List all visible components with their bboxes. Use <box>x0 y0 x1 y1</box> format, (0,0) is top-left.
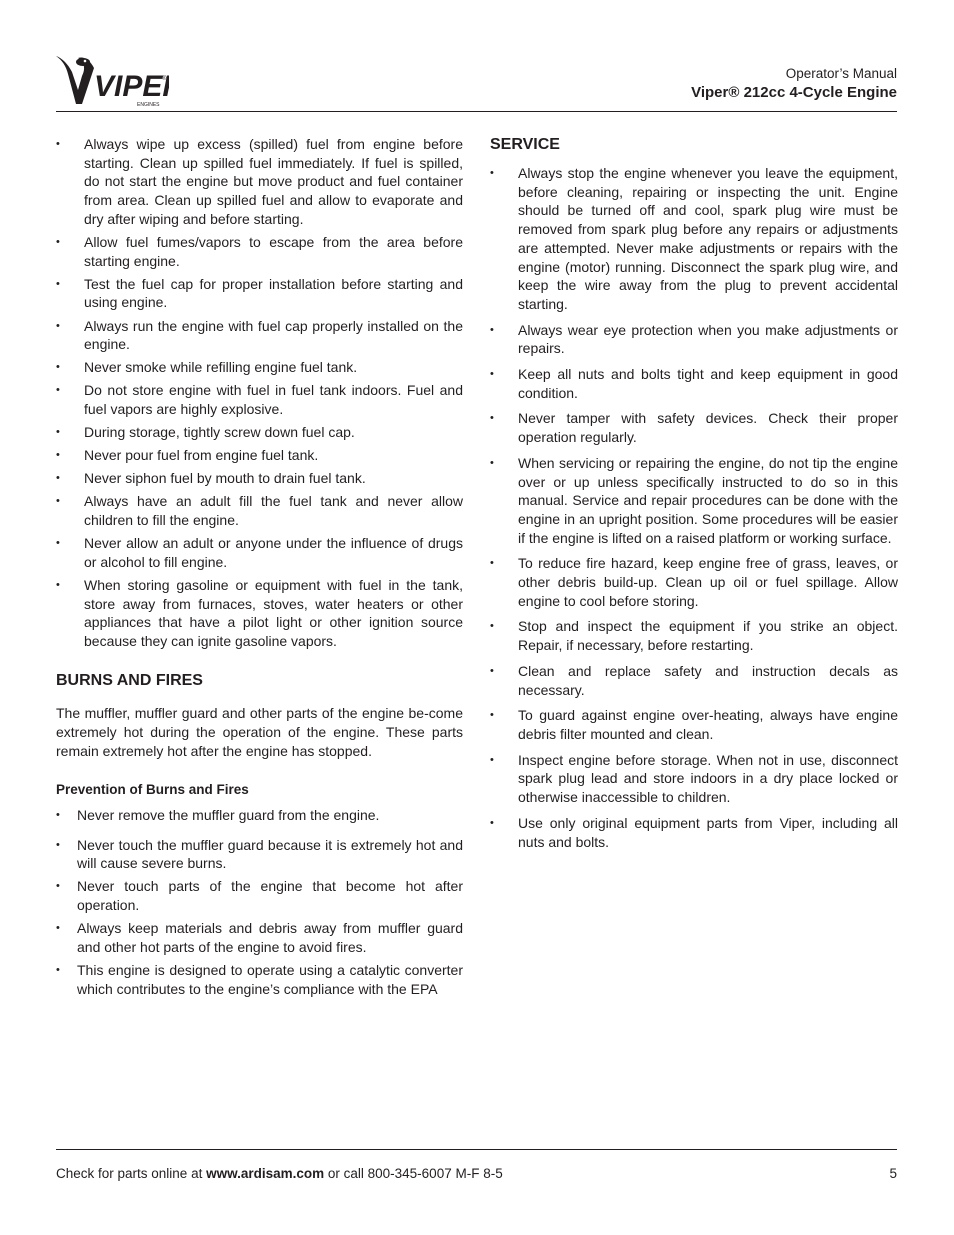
footer-divider <box>56 1149 897 1150</box>
svg-text:ENGINES: ENGINES <box>137 102 160 108</box>
service-list <box>490 164 898 851</box>
list-item: • Inspect engine before storage. When not in use, disconnect spark plug lead and store indoors in a dry place locked or otherwise inaccessible to children. <box>490 751 898 807</box>
service-heading: SERVICE <box>490 136 560 153</box>
prevention-heading: Prevention of Burns and Fires <box>56 781 249 797</box>
list-item: • Never smoke while refilling engine fuel tank. <box>56 358 463 377</box>
page-footer <box>56 1165 897 1183</box>
svg-text:®: ® <box>162 76 167 82</box>
viper-logo <box>54 54 169 108</box>
list-item: • Use only original equipment parts from Viper, including all nuts and bolts. <box>490 814 898 851</box>
list-item: • Never tamper with safety devices. Check their proper operation regularly. <box>490 409 898 446</box>
list-item: • Keep all nuts and bolts tight and keep equipment in good condition. <box>490 365 898 402</box>
svg-text:VIPER: VIPE <box>94 70 163 103</box>
list-item: • Do not store engine with fuel in fuel tank indoors. Fuel and fuel vapors are highly explosive. <box>56 381 463 418</box>
left-column <box>56 135 463 1003</box>
footer-text-suffix: or call 800-345-6007 M-F 8-5 <box>324 1166 503 1181</box>
list-item: • Never remove the muffler guard from the engine. <box>56 806 463 825</box>
right-column <box>490 135 898 858</box>
list-item: • During storage, tightly screw down fuel cap. <box>56 423 463 442</box>
list-item: • Always have an adult fill the fuel tank and never allow children to fill the engine. <box>56 492 463 529</box>
list-item: • This engine is designed to operate using a catalytic converter which contributes to the engine’s compliance with the EPA <box>56 961 463 998</box>
viper-snake-icon <box>54 54 169 108</box>
list-item: • Never touch parts of the engine that become hot after operation. <box>56 877 463 914</box>
list-item: • Always stop the engine whenever you leave the equipment, before cleaning, repairing or inspecting the unit. Engine should be turned off and cool, spark plug wire must be removed from spark plug before any repairs or adjustments are attempted. Never make adjustments or repairs with the engine (motor) running. Disconnect the spark plug wire, and keep the wire away from the plug to prevent accidental starting. <box>490 164 898 314</box>
list-item: • Clean and replace safety and instruction decals as necessary. <box>490 662 898 699</box>
prevention-list <box>56 806 463 999</box>
fuel-safety-list <box>56 135 463 651</box>
list-item: • To reduce fire hazard, keep engine free of grass, leaves, or other debris build-up. Clean up oil or fuel spillage. Allow engine to cool before storing. <box>490 554 898 610</box>
burns-and-fires-heading: BURNS AND FIRES <box>56 671 203 689</box>
page-number: 5 <box>889 1166 897 1181</box>
header-subtitle: Operator’s Manual <box>785 66 897 81</box>
burns-paragraph: The muffler, muffler guard and other parts of the engine be-come extremely hot during the operation of the engine. These parts remain extremely hot after the engine has stopped. <box>56 704 463 759</box>
list-item: • To guard against engine over-heating, always have engine debris filter mounted and clean. <box>490 706 898 743</box>
list-item: • Allow fuel fumes/vapors to escape from the area before starting engine. <box>56 233 463 270</box>
list-item: • Never touch the muffler guard because it is extremely hot and will cause severe burns. <box>56 836 463 873</box>
website-link[interactable]: www.ardisam.com <box>206 1166 325 1181</box>
footer-text-prefix: Check for parts online at <box>56 1166 207 1181</box>
list-item: • Always keep materials and debris away from muffler guard and other hot parts of the engine to avoid fires. <box>56 919 463 956</box>
document-header <box>691 65 897 103</box>
header-divider <box>56 111 897 112</box>
list-item: • Never allow an adult or anyone under the influence of drugs or alcohol to fill engine. <box>56 534 463 571</box>
header-title: Viper® 212cc 4-Cycle Engine <box>691 84 897 101</box>
list-item: • Stop and inspect the equipment if you strike an object. Repair, if necessary, before restarting. <box>490 617 898 654</box>
list-item: • Always wear eye protection when you make adjustments or repairs. <box>490 321 898 358</box>
list-item: • Never pour fuel from engine fuel tank. <box>56 446 463 465</box>
list-item: • Always run the engine with fuel cap properly installed on the engine. <box>56 317 463 354</box>
list-item: • When servicing or repairing the engine, do not tip the engine over or up unless specifically instructed to do so in this manual. Service and repair procedures can be done with the engine in an upright position. Some procedures will be easier if the engine is lifted on a raised platform or working surface. <box>490 454 898 548</box>
list-item: • Always wipe up excess (spilled) fuel from engine before starting. Clean up spilled fuel immediately. If fuel is spilled, do not start the engine but move product and fuel container from area. Clean up spilled fuel and allow to evaporate and dry after wiping and before starting. <box>56 135 463 229</box>
list-item: • Test the fuel cap for proper installation before starting and using engine. <box>56 275 463 312</box>
list-item: • When storing gasoline or equipment with fuel in the tank, store away from furnaces, stoves, water heaters or other appliances that have a pilot light or other ignition source because they can ignite gasoline vapors. <box>56 576 463 651</box>
list-item: • Never siphon fuel by mouth to drain fuel tank. <box>56 469 463 488</box>
